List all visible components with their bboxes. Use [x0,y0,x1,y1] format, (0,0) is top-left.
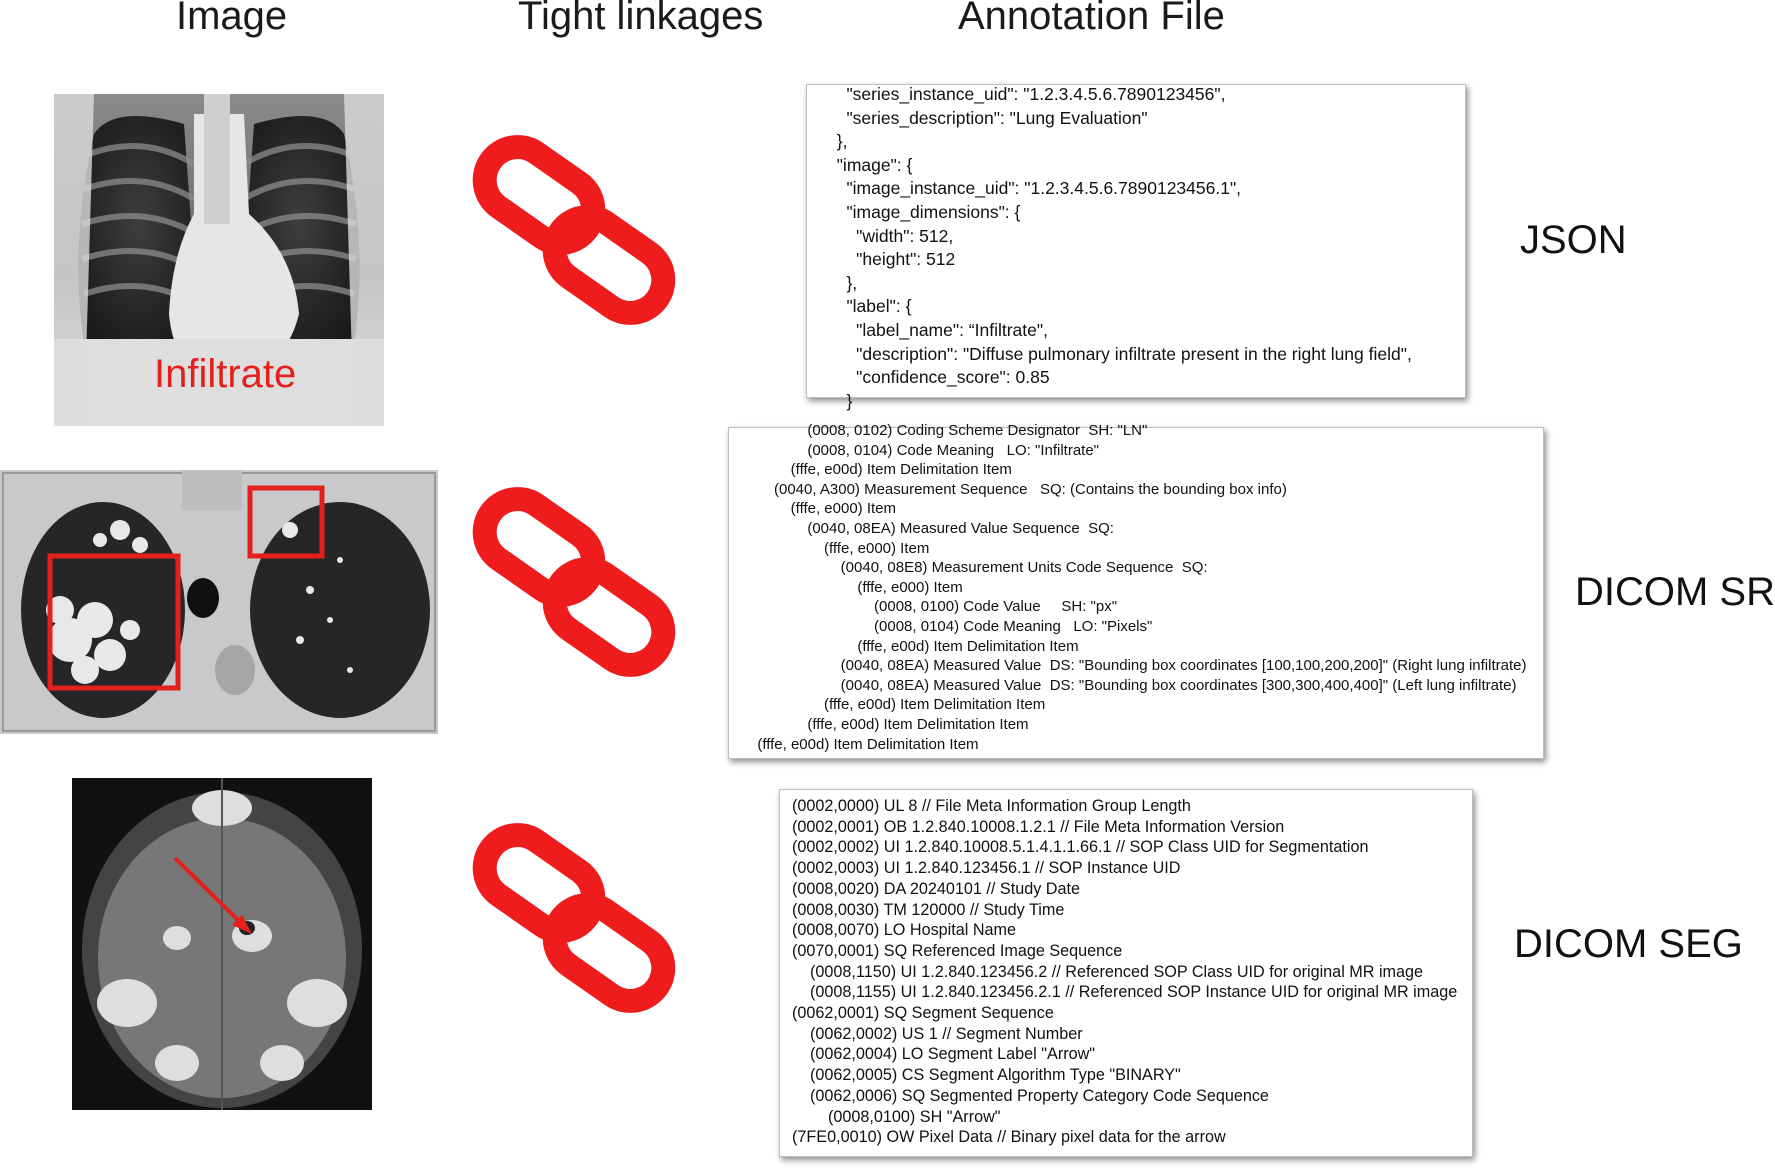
annotation-line: "label_name": “Infiltrate", [827,319,1048,340]
annotation-line: (0062,0005) CS Segment Algorithm Type "BINARY" [792,1066,1181,1085]
annotation-line: (0062,0006) SQ Segmented Property Category Code Sequence [792,1086,1269,1105]
annotation-line: (0008, 0104) Code Meaning LO: "Pixels" [749,617,1153,635]
dicom-seg-annotation-box [779,789,1473,1157]
annotation-line: (0062,0002) US 1 // Segment Number [792,1024,1083,1043]
infiltrate-label: Infiltrate [154,352,297,396]
format-label-dicom-seg: DICOM SEG [1514,922,1743,966]
annotation-line: "confidence_score": 0.85 [827,367,1050,388]
annotation-line: (0062,0001) SQ Segment Sequence [792,1004,1054,1023]
annotation-line: (0008,1150) UI 1.2.840.123456.2 // Referenced SOP Class UID for original MR image [792,962,1424,981]
annotation-line: }, [827,272,858,293]
annotation-line: (0002,0002) UI 1.2.840.10008.5.1.4.1.1.66.1 // SOP Class UID for Segmentation [792,838,1369,857]
annotation-line: (0062,0004) LO Segment Label "Arrow" [792,1045,1096,1064]
annotation-line: "image_dimensions": { [827,201,1021,222]
annotation-line: (0002,0000) UL 8 // File Meta Information Group Length [792,797,1191,815]
chain-link-icon-dicom-seg [474,828,674,1008]
format-label-dicom-sr: DICOM SR [1575,570,1775,614]
annotation-line: (fffe, e00d) Item Delimitation Item [749,461,1012,479]
annotation-line: (0002,0001) OB 1.2.840.10008.1.2.1 // File Meta Information Version [792,817,1285,836]
header-tight-linkages: Tight linkages [518,0,764,38]
dicom-sr-annotation-box [728,422,1544,759]
ct-scan-image [0,470,438,734]
annotation-line: "height": 512 [827,249,956,270]
annotation-line: "description": "Diffuse pulmonary infiltrate present in the right lung field", [827,343,1412,364]
annotation-line: (0040, A300) Measurement Sequence SQ: (Contains the bounding box info) [749,480,1287,498]
annotation-line: "series_description": "Lung Evaluation" [827,107,1148,128]
annotation-line: (0008,0030) TM 120000 // Study Time [792,900,1065,919]
format-label-json: JSON [1520,218,1627,262]
annotation-line: (fffe, e000) Item [749,500,897,518]
annotation-line: "label": { [827,296,912,317]
annotation-line: (0008,0020) DA 20240101 // Study Date [792,879,1080,898]
annotation-line: (0040, 08EA) Measured Value DS: "Bounding box coordinates [100,100,200,200]" (Right lung infiltrate) [749,657,1527,675]
chain-link-icon-dicom-sr [474,492,674,672]
annotation-line: (0008,1155) UI 1.2.840.123456.2.1 // Referenced SOP Instance UID for original MR image [792,983,1458,1002]
annotation-line: "image": { [827,154,913,175]
annotation-line: (0002,0003) UI 1.2.840.123456.1 // SOP Instance UID [792,859,1181,878]
chain-link-icon-json [474,140,674,320]
annotation-line: "image_instance_uid": "1.2.3.4.5.6.7890123456.1", [827,178,1242,199]
mri-brain-image [72,778,372,1110]
annotation-line: "width": 512, [827,225,954,246]
annotation-line: (0008,0100) SH "Arrow" [792,1107,1001,1126]
annotation-line: (0008, 0102) Coding Scheme Designator SH: "LN" [749,422,1148,439]
header-annotation-file: Annotation File [958,0,1225,38]
annotation-line: }, [827,131,848,152]
annotation-line: } [827,390,853,411]
annotation-line: (0040, 08EA) Measured Value Sequence SQ: [749,519,1114,537]
annotation-line: (fffe, e00d) Item Delimitation Item [749,715,1029,733]
annotation-line: (0008, 0104) Code Meaning LO: "Infiltrate" [749,441,1099,459]
annotation-line: (fffe, e000) Item [749,578,963,596]
annotation-line: (7FE0,0010) OW Pixel Data // Binary pixel data for the arrow [792,1128,1226,1147]
annotation-line: (fffe, e00d) Item Delimitation Item [749,637,1079,655]
annotation-line: (0040, 08EA) Measured Value DS: "Bounding box coordinates [300,300,400,400]" (Left lung infiltrate) [749,676,1517,694]
annotation-line: (0008,0070) LO Hospital Name [792,921,1017,940]
annotation-line: (fffe, e000) Item [749,539,930,557]
json-annotation-box [806,84,1466,411]
annotation-line: (0070,0001) SQ Referenced Image Sequence [792,941,1123,960]
annotation-line: (fffe, e00d) Item Delimitation Item [749,735,979,753]
annotation-line: (0008, 0100) Code Value SH: "px" [749,598,1118,616]
annotation-line: (0040, 08E8) Measurement Units Code Sequence SQ: [749,559,1208,577]
annotation-line: (fffe, e00d) Item Delimitation Item [749,696,1046,714]
header-image: Image [176,0,288,38]
annotation-line: "series_instance_uid": "1.2.3.4.5.6.7890123456", [827,84,1226,104]
